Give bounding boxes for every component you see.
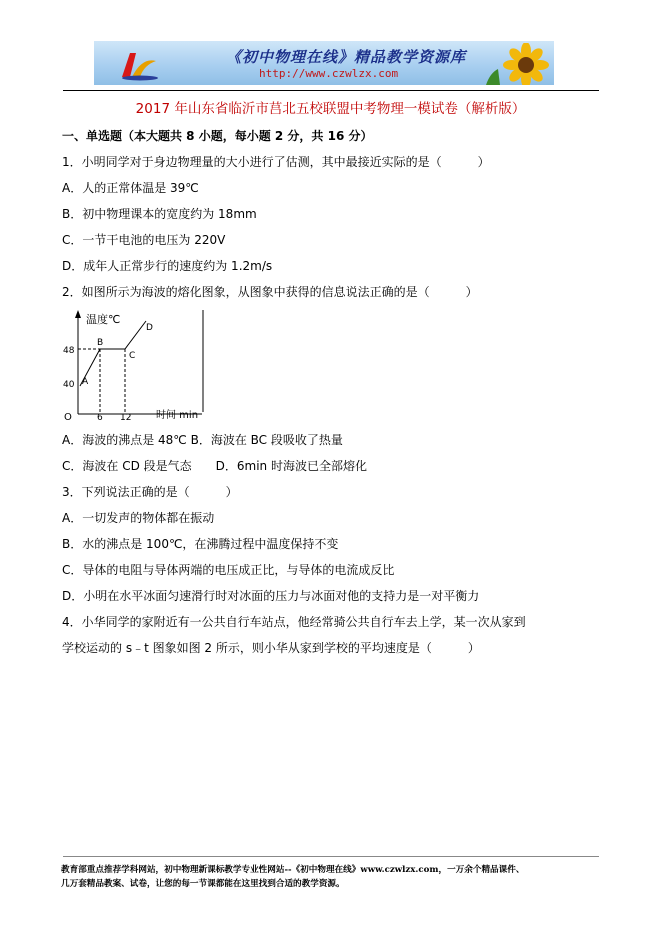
page-title: 2017 年山东省临沂市莒北五校联盟中考物理一模试卷（解析版） bbox=[135, 101, 526, 117]
y-tick-48: 48 bbox=[63, 346, 75, 356]
point-c-label: C bbox=[129, 351, 136, 361]
melting-curve bbox=[80, 321, 146, 386]
question-3-option-a: A．一切发声的物体都在振动 bbox=[62, 511, 215, 525]
question-1-option-a: A．人的正常体温是 39℃ bbox=[62, 181, 199, 195]
x-tick-6: 6 bbox=[97, 413, 103, 423]
y-axis-arrow bbox=[75, 310, 81, 318]
banner-url: http://www.czwlzx.com bbox=[259, 67, 399, 80]
question-1-stem: 1．小明同学对于身边物理量的大小进行了估测，其中最接近实际的是（ ） bbox=[62, 155, 490, 169]
header-rule bbox=[63, 90, 599, 91]
graph-ylabel: 温度℃ bbox=[86, 313, 121, 326]
section-heading: 一、单选题（本大题共 8 小题，每小题 2 分，共 16 分） bbox=[62, 129, 373, 143]
banner-title: 《初中物理在线》精品教学资源库 bbox=[226, 48, 467, 66]
header-banner bbox=[94, 41, 554, 85]
melting-graph bbox=[62, 308, 210, 426]
question-1-option-b: B．初中物理课本的宽度约为 18mm bbox=[62, 207, 257, 221]
footer-line-2: 几万套精品教案、试卷，让您的每一节课都能在这里找到合适的教学资源。 bbox=[61, 879, 345, 889]
point-b-label: B bbox=[97, 338, 104, 348]
question-3-option-c: C．导体的电阻与导体两端的电压成正比，与导体的电流成反比 bbox=[62, 563, 395, 577]
y-tick-40: 40 bbox=[63, 380, 75, 390]
site-logo-icon bbox=[118, 47, 158, 81]
graph-xlabel: 时间 min bbox=[156, 410, 199, 421]
question-3-stem: 3．下列说法正确的是（ ） bbox=[62, 485, 238, 499]
point-d-label: D bbox=[146, 323, 153, 333]
footer-line-1: 教育部重点推荐学科网站，初中物理新课标教学专业性网站--《初中物理在线》www.czwlzx.com，一万余个精品课件、 bbox=[61, 865, 525, 875]
question-3-option-d: D．小明在水平冰面匀速滑行时对冰面的压力与冰面对他的支持力是一对平衡力 bbox=[62, 589, 480, 603]
question-4-line-2: 学校运动的 s﹣t 图象如图 2 所示，则小华从家到学校的平均速度是（ ） bbox=[62, 641, 480, 655]
question-4-line-1: 4．小华同学的家附近有一公共自行车站点，他经常骑公共自行车去上学，某一次从家到 bbox=[62, 615, 526, 629]
question-2-stem: 2．如图所示为海波的熔化图象，从图象中获得的信息说法正确的是（ ） bbox=[62, 285, 478, 299]
x-tick-12: 12 bbox=[120, 413, 132, 423]
graph-origin: O bbox=[64, 412, 72, 423]
question-1-option-c: C．一节干电池的电压为 220V bbox=[62, 233, 226, 247]
question-1-option-d: D．成年人正常步行的速度约为 1.2m/s bbox=[62, 259, 273, 273]
point-a-label: A bbox=[82, 377, 89, 387]
sunflower-icon bbox=[480, 43, 550, 85]
question-2-options-ab: A．海波的沸点是 48℃ B．海波在 BC 段吸收了热量 bbox=[62, 433, 343, 447]
footer-rule bbox=[63, 856, 599, 857]
question-2-options-cd: C．海波在 CD 段是气态 D．6min 时海波已全部熔化 bbox=[62, 459, 367, 473]
question-3-option-b: B．水的沸点是 100℃，在沸腾过程中温度保持不变 bbox=[62, 537, 339, 551]
